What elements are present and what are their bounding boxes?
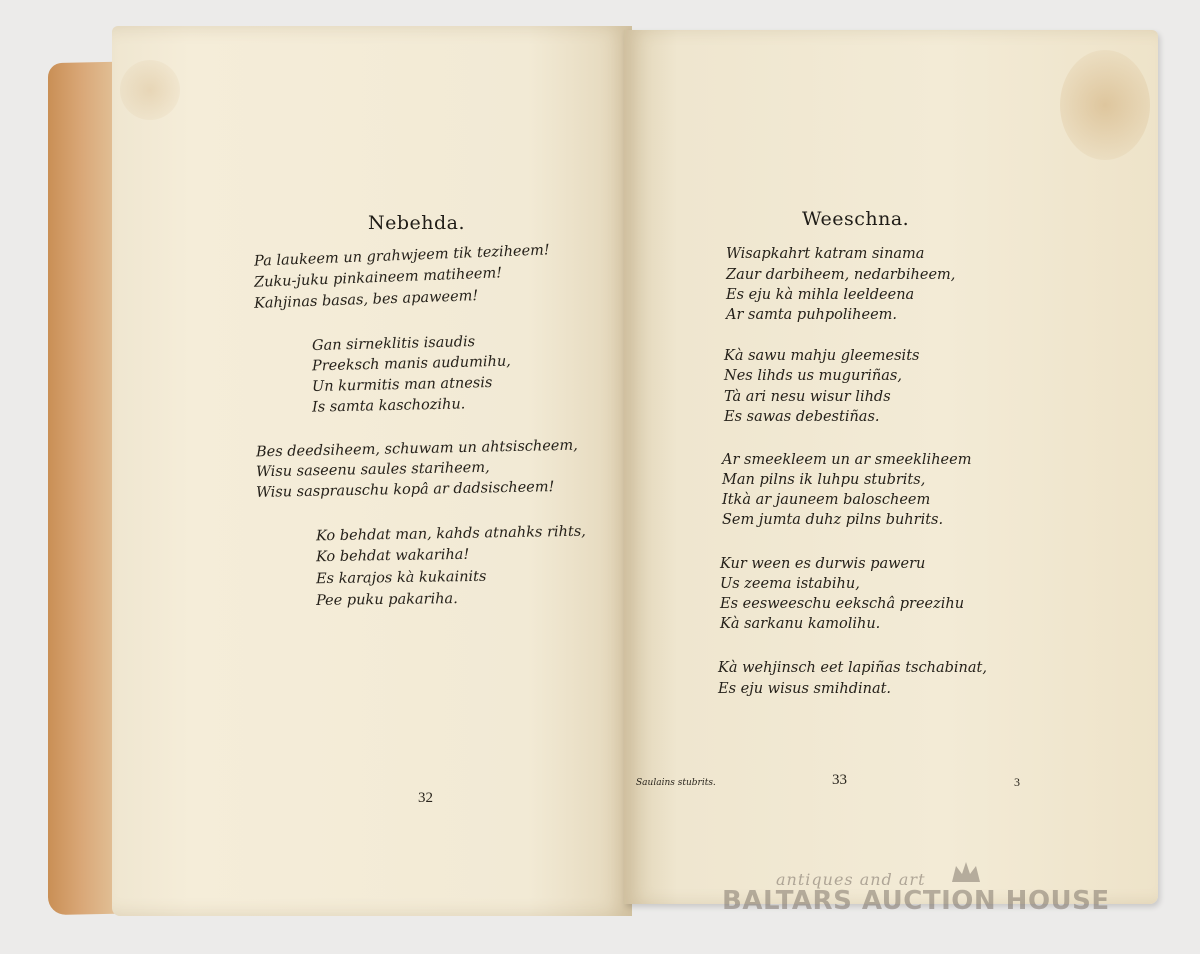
poem-line: Ar smeekleem un ar smeekliheem <box>722 452 972 468</box>
poem-line: Kur ween es durwis paweru <box>720 556 926 572</box>
signature-mark: 3 <box>1014 775 1020 789</box>
poem-line: Es eju wisus smihdinat. <box>718 681 892 697</box>
left-page-number: 32 <box>418 790 433 806</box>
poem-line: Es karajos kà kukainits <box>315 568 487 588</box>
poem-line: Wisu saseenu saules stariheem, <box>255 459 490 481</box>
poem-line: Wisapkahrt katram sinama <box>726 246 925 262</box>
watermark-logo: BALTARS AUCTION HOUSE <box>722 886 1110 916</box>
poem-line: Ko behdat man, kahds atnahks rihts, <box>315 523 586 545</box>
poem-line: Pa laukeem un grahwjeem tik teziheem! <box>253 242 551 270</box>
watermark-tagline: antiques and art <box>776 870 926 889</box>
right-poem-title: Weeschna. <box>802 208 910 230</box>
poem-line: Ar samta puhpoliheem. <box>726 307 898 323</box>
poem-line: Tà ari nesu wisur lihds <box>724 389 891 405</box>
running-footer: Saulains stubrits. <box>636 778 716 788</box>
right-page-number: 33 <box>832 772 847 788</box>
poem-line: Ko behdat wakariha! <box>315 546 470 566</box>
poem-line: Wisu sasprauschu kopâ ar dadsischeem! <box>255 479 555 501</box>
poem-line: Nes lihds us muguriñas, <box>724 368 902 384</box>
poem-line: Es sawas debestiñas. <box>724 409 880 425</box>
poem-line: Kahjinas basas, bes apaweem! <box>253 288 479 312</box>
poem-line: Bes deedsiheem, schuwam un ahtsischeem, <box>255 437 578 461</box>
poem-line: Es eju kà mihla leeldeena <box>726 287 915 303</box>
poem-line: Itkà ar jauneem baloscheem <box>722 492 931 508</box>
poem-line: Sem jumta duhz pilns buhrits. <box>722 512 944 528</box>
poem-line: Us zeema istabihu, <box>720 576 860 592</box>
poem-line: Zaur darbiheem, nedarbiheem, <box>726 267 956 283</box>
foxing-stain <box>120 60 180 120</box>
poem-line: Kà sawu mahju gleemesits <box>724 348 920 364</box>
left-poem-title: Nebehda. <box>368 212 466 234</box>
foxing-stain <box>1060 50 1150 160</box>
poem-line: Es eesweeschu eekschâ preezihu <box>720 596 965 612</box>
poem-line: Kà sarkanu kamolihu. <box>720 616 881 632</box>
poem-line: Un kurmitis man atnesis <box>311 374 493 396</box>
poem-line: Gan sirneklitis isaudis <box>311 334 476 354</box>
poem-line: Is samta kaschozihu. <box>311 396 466 416</box>
poem-line: Preeksch manis audumihu, <box>311 353 512 375</box>
poem-line: Kà wehjinsch eet lapiñas tschabinat, <box>718 660 987 676</box>
poem-line: Pee puku pakariha. <box>315 591 458 609</box>
poem-line: Zuku-juku pinkaineem matiheem! <box>253 265 503 291</box>
poem-line: Man pilns ik luhpu stubrits, <box>722 472 926 488</box>
